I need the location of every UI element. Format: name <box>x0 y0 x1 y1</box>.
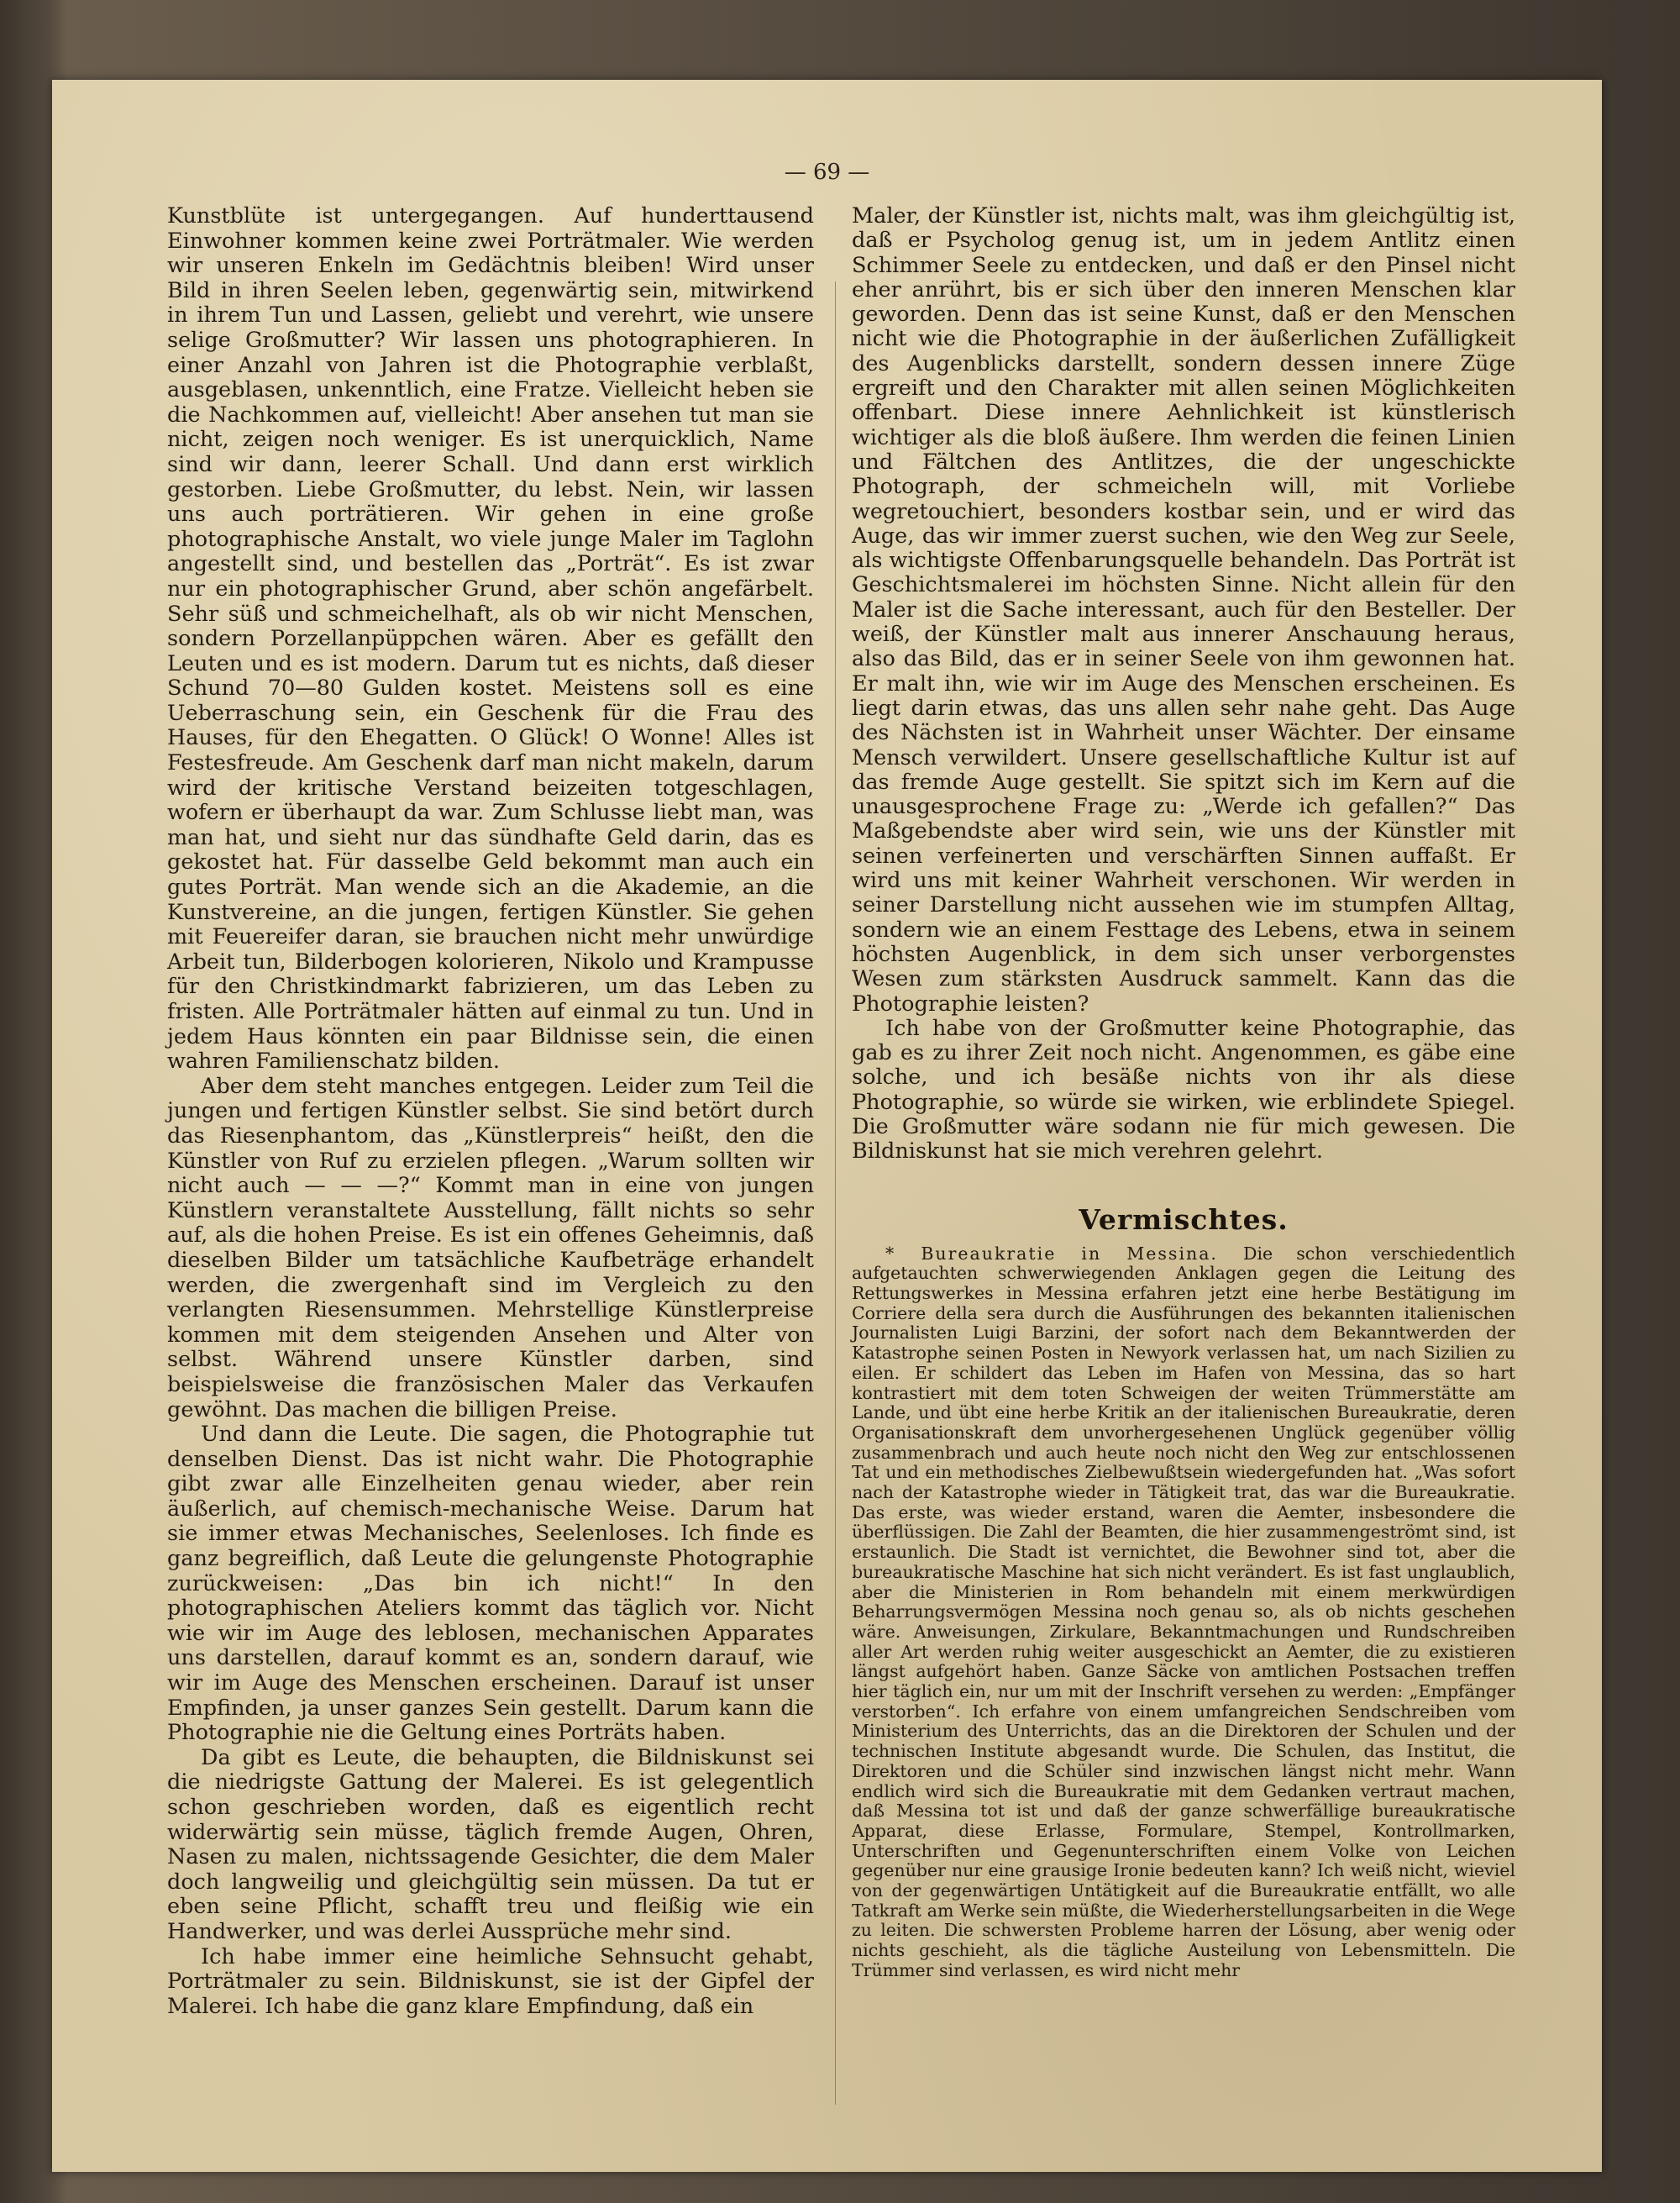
article-lead: * Bureaukratie in Messina. <box>885 1243 1244 1264</box>
left-paragraph-1: Kunstblüte ist untergegangen. Auf hunderttausend Einwohner kommen keine zwei Porträtmaler. Wie werden wir unseren Enkeln im Gedächtnis bleiben! Wird unser Bild in ihren Seelen leben, gegenwärtig sein, mitwirkend in ihrem Tun und Lassen, geliebt und verehrt, wie unsere selige Großmutter? Wir lassen uns photographieren. In einer Anzahl von Jahren ist die Photographie verblaßt, ausgeblasen, unkenntlich, eine Fratze. Vielleicht heben sie die Nachkommen auf, vielleicht! Aber ansehen tut man sie nicht, zeigen noch weniger. Es ist unerquicklich, Name sind wir dann, leerer Schall. Und dann erst wirklich gestorben. Liebe Großmutter, du lebst. Nein, wir lassen uns auch porträtieren. Wir gehen in eine große photographische Anstalt, wo viele junge Maler im Taglohn angestellt sind, und bestellen das „Porträt“. Es ist zwar nur ein photographischer Grund, aber schön angefärbelt. Sehr süß und schmeichelhaft, als ob wir nicht Menschen, sondern Porzellanpüppchen wären. Aber es gefällt den Leuten und es ist modern. Darum tut es nichts, daß dieser Schund 70—80 Gulden kostet. Meistens soll es eine Ueberraschung sein, ein Geschenk für die Frau des Hauses, für den Ehegatten. O Glück! O Wonne! Alles ist Festesfreude. Am Geschenk darf man nicht makeln, darum wird der kritische Verstand beizeiten totgeschlagen, wofern er überhaupt da war. Zum Schlusse liebt man, was man hat, und sieht nur das sündhafte Geld darin, das es gekostet hat. Für dasselbe Geld bekommt man auch ein gutes Porträt. Man wende sich an die Akademie, an die Kunstvereine, an die jungen, fertigen Künstler. Sie gehen mit Feuereifer daran, sie brauchen nicht mehr unwürdige Arbeit tun, Bilderbogen kolorieren, Nikolo und Krampusse für den Christkindmarkt fabrizieren, um das Leben zu fristen. Alle Porträtmaler hätten auf einmal zu tun. Und in jedem Haus könnten ein paar Bildnisse sein, die einen wahren Familienschatz bilden. <box>167 203 814 1075</box>
article-text: Die schon verschiedentlich aufgetauchten schwerwiegenden Anklagen gegen die Leitung des Rettungswerkes in Messina erfahren jetzt eine herbe Bestätigung im Corriere della sera durch die Ausführungen des bekannten italienischen Journalisten Luigi Barzini, der sofort nach dem Bekanntwerden der Katastrophe seinen Posten in Newyork verlassen hat, um nach Sizilien zu eilen. Er schildert das Leben im Hafen von Messina, das so hart kontrastiert mit dem toten Schweigen der weiten Trümmerstätte am Lande, und übt eine herbe Kritik an der italienischen Bureaukratie, deren Organisationskraft dem unvorhergesehenen Unglück gegenüber völlig zusammenbrach und auch heute noch nicht den Weg zur entschlossenen Tat und ein methodisches Zielbewußtsein wiedergefunden hat. „Was sofort nach der Katastrophe wieder in Tätigkeit trat, das war die Bureaukratie. Das erste, was wieder erstand, waren die Aemter, insbesondere die überflüssigen. Die Zahl der Beamten, die hier zusammengeströmt sind, ist erstaunlich. Die Stadt ist vernichtet, die Bewohner sind tot, aber die bureaukratische Maschine hat sich nicht verändert. Es ist fast unglaublich, aber die Ministerien in Rom behandeln mit einem merkwürdigen Beharrungsvermögen Messina noch genau so, als ob nichts geschehen wäre. Anweisungen, Zirkulare, Bekanntmachungen und Rundschreiben aller Art werden ruhig weiter ausgeschickt an Aemter, die zu existieren längst aufgehört haben. Ganze Säcke von amtlichen Postsachen treffen hier täglich ein, nur um mit der Inschrift versehen zu werden: „Empfänger verstorben“. Ich erfahre von einem umfangreichen Sendschreiben vom Ministerium des Unterrichts, das an die Direktoren der Schulen und der technischen Institute abgesandt wurde. Die Schulen, das Institut, die Direktoren und die Schüler sind inzwischen längst nicht mehr. Wann endlich wird sich die Bureaukratie mit dem Gedanken vertraut machen, daß Messina tot ist und daß der ganze schwerfällige bureaukratische Apparat, diese Erlasse, Formulare, Stempel, Kontrollmarken, Unterschriften und Gegenunterschriften einem Volke von Leichen gegenüber nur eine grausige Ironie bedeuten kann? Ich weiß nicht, wieviel von der gegenwärtigen Untätigkeit auf die Bureaukratie entfällt, wo alle Tatkraft am Werke sein müßte, die Wiederherstellungsarbeiten in die Wege zu leiten. Die schwersten Probleme harren der Lösung, aber wenig oder nichts geschieht, als die tägliche Austeilung von Lebensmitteln. Die Trümmer sind verlassen, es wird nicht mehr <box>852 1243 1515 1980</box>
section-title: Vermischtes. <box>1079 1202 1289 1236</box>
article-vermischtes <box>852 1244 1515 1981</box>
left-paragraph-5: Ich habe immer eine heimliche Sehnsucht gehabt, Porträtmaler zu sein. Bildniskunst, sie ist der Gipfel der Malerei. Ich habe die ganz klare Empfindung, daß ein <box>167 1943 814 2019</box>
page-number: — 69 — <box>784 160 870 185</box>
left-paragraph-2: Aber dem steht manches entgegen. Leider zum Teil die jungen und fertigen Künstler selbst. Sie sind betört durch das Riesenphantom, das „Künstlerpreis“ heißt, den die Künstler von Ruf zu erzielen pflegen. „Warum sollten wir nicht auch — — —?“ Kommt man in eine von jungen Künstlern veranstaltete Ausstellung, fällt nichts so sehr auf, als die hohen Preise. Es ist ein offenes Geheimnis, daß dieselben Bilder um tatsächliche Kaufbeträge erhandelt werden, die zwergenhaft sind im Vergleich zu den verlangten Riesensummen. Mehrstellige Künstlerpreise kommen mit dem steigenden Ansehen und Alter von selbst. Während unsere Künstler darben, sind beispielsweise die französischen Maler das Verkaufen gewöhnt. Das machen die billigen Preise. <box>167 1073 814 1422</box>
right-paragraph-1: Maler, der Künstler ist, nichts malt, was ihm gleichgültig ist, daß er Psycholog genug ist, um in jedem Antlitz einen Schimmer Seele zu entdecken, und daß er den Pinsel nicht eher anrührt, bis er sich über den inneren Menschen klar geworden. Denn das ist seine Kunst, daß er den Menschen nicht wie die Photographie in der äußerlichen Zufälligkeit des Augenblicks darstellt, sondern dessen innere Züge ergreift und den Charakter mit allen seinen Möglichkeiten offenbart. Diese innere Aehnlichkeit ist künstlerisch wichtiger als die bloß äußere. Ihm werden die feinen Linien und Fältchen des Antlitzes, die der ungeschickte Photograph, der schmeicheln will, mit Vorliebe wegretouchiert, besonders kostbar sein, und er wird das Auge, das wir immer zuerst suchen, wie den Weg zur Seele, als wichtigste Offenbarungsquelle behandeln. Das Porträt ist Geschichtsmalerei im höchsten Sinne. Nicht allein für den Maler ist die Sache interessant, auch für den Besteller. Der weiß, der Künstler malt aus innerer Anschauung heraus, also das Bild, das er in seiner Seele von ihm gewonnen hat. Er malt ihn, wie wir im Auge des Menschen erscheinen. Es liegt darin etwas, das uns allen sehr nahe geht. Das Auge des Nächsten ist in Wahrheit unser Wächter. Der einsame Mensch verwildert. Unsere gesellschaftliche Kultur ist auf das fremde Auge gestellt. Sie spitzt sich im Kern auf die unausgesprochene Frage zu: „Werde ich gefallen?“ Das Maßgebendste aber wird sein, wie uns der Künstler mit seinen verfeinerten und verschärften Sinnen auffaßt. Er wird uns mit keiner Wahrheit verschonen. Wir werden in seiner Darstellung nicht aussehen wie im stumpfen Alltag, sondern wie an einem Festtage des Lebens, etwa in seinem höchsten Augenblick, in dem sich unser verborgenstes Wesen zum stärksten Ausdruck sammelt. Kann das die Photographie leisten? <box>852 203 1516 1017</box>
right-column <box>852 204 1515 2145</box>
right-paragraph-2: Ich habe von der Großmutter keine Photographie, das gab es zu ihrer Zeit noch nicht. Angenommen, es gäbe eine solche, und ich besäße nichts von ihr als diese Photographie, so würde sie wirken, wie erblindete Spiegel. Die Großmutter wäre sodann nie für mich gewesen. Die Bildniskunst hat sie mich verehren gelehrt. <box>852 1015 1515 1165</box>
left-paragraph-3: Und dann die Leute. Die sagen, die Photographie tut denselben Dienst. Das ist nicht wahr. Die Photographie gibt zwar alle Einzelheiten genau wieder, aber rein äußerlich, auf chemisch-mechanische Weise. Darum hat sie immer etwas Mechanisches, Seelenloses. Ich finde es ganz begreiflich, daß Leute die gelungenste Photographie zurückweisen: „Das bin ich nicht!“ In den photographischen Ateliers kommt das täglich vor. Nicht wie wir im Auge des leblosen, mechanischen Apparates uns darstellen, darauf kommt es an, sondern darauf, wie wir im Auge des Menschen erscheinen. Darauf ist unser Empfinden, ja unser ganzes Sein gestellt. Darum kann die Photographie nie die Geltung eines Porträts haben. <box>167 1422 814 1746</box>
right-main-text <box>852 204 1515 1165</box>
left-column <box>167 204 814 2107</box>
left-paragraph-4: Da gibt es Leute, die behaupten, die Bildniskunst sei die niedrigste Gattung der Malerei. Es ist gelegentlich schon geschrieben worden, daß es eigentlich recht widerwärtig sein müsse, täglich fremde Augen, Ohren, Nasen zu malen, nichtssagende Gesichter, die dem Maler doch langweilig und gleichgültig sein müssen. Da tut er eben seine Pflicht, schafft treu und fleißig wie ein Handwerker, und was derlei Aussprüche mehr sind. <box>167 1744 814 1944</box>
newspaper-page <box>52 80 1602 2172</box>
column-divider <box>835 281 836 2105</box>
